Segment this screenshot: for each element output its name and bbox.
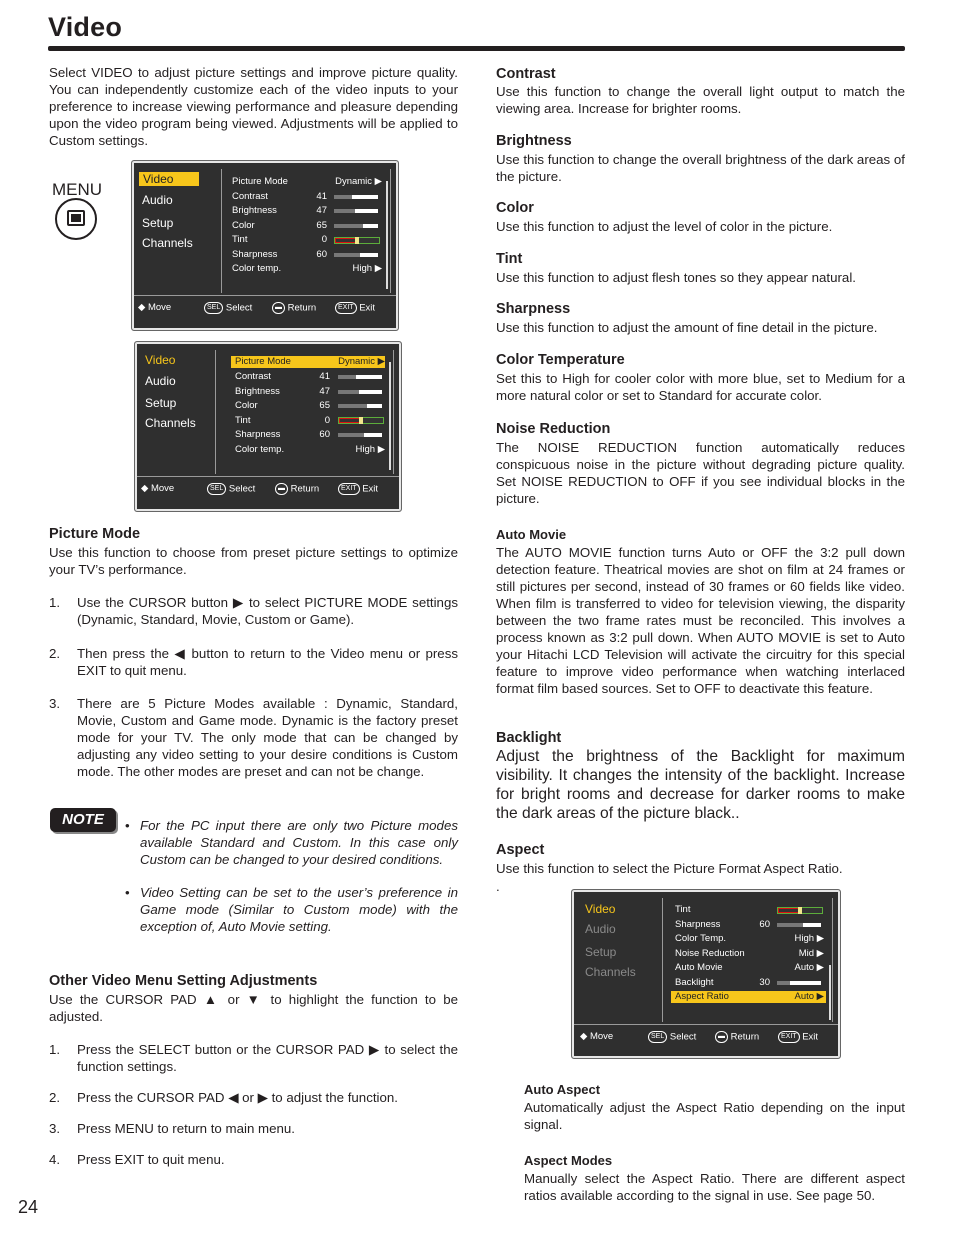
title-rule — [48, 46, 905, 51]
section-heading-brightness: Brightness — [496, 133, 572, 149]
menu-button-icon — [55, 198, 97, 240]
exit-button-icon: EXIT — [338, 483, 360, 495]
osd-footer-select: SEL Select — [207, 483, 255, 495]
osd-footer-divider — [134, 295, 396, 296]
section-heading-aspect-modes: Aspect Modes — [524, 1153, 613, 1168]
osd-level-bar[interactable] — [334, 224, 378, 228]
return-button-icon: ▬ — [715, 1031, 728, 1043]
osd-footer-return: ▬ Return — [272, 302, 316, 314]
osd-menu-channels[interactable]: Channels — [142, 236, 193, 250]
list-item: 1. Press the SELECT button or the CURSOR PAD ▶ to select the function settings. — [49, 1042, 458, 1074]
page-number: 24 — [18, 1197, 39, 1217]
osd-row-label[interactable]: Aspect Ratio — [675, 991, 729, 1002]
brightness-text: Use this function to change the overall brightness of the dark areas of the picture. — [496, 152, 905, 184]
osd-level-bar[interactable] — [777, 923, 821, 927]
osd-level-bar[interactable] — [334, 209, 378, 213]
osd-level-bar[interactable] — [777, 981, 821, 985]
osd-menu-video[interactable]: Video — [139, 172, 199, 186]
osd-tint-bar[interactable] — [334, 237, 380, 244]
section-heading-tint: Tint — [496, 251, 523, 267]
section-heading-aspect: Aspect — [496, 842, 545, 858]
osd-row-value: 30 — [759, 977, 770, 988]
osd-row-label[interactable]: Picture Mode — [232, 176, 288, 187]
bullet-icon: • — [125, 885, 130, 900]
cursor-pad-icon: ◆ — [138, 302, 146, 313]
osd-footer-exit: EXIT Exit — [338, 483, 378, 495]
osd-menu-channels[interactable]: Channels — [585, 965, 636, 979]
osd-divider — [662, 898, 663, 1022]
tint-text: Use this function to adjust flesh tones so they appear natural. — [496, 270, 856, 285]
osd-menu-audio[interactable]: Audio — [145, 374, 176, 388]
list-item: 4. Press EXIT to quit menu. — [49, 1152, 225, 1167]
section-heading-contrast: Contrast — [496, 66, 556, 82]
sharpness-text: Use this function to adjust the amount of fine detail in the picture. — [496, 320, 878, 335]
osd-row-label[interactable]: Contrast — [235, 371, 271, 382]
osd-row-label[interactable]: Brightness — [235, 386, 280, 397]
osd-level-bar[interactable] — [338, 375, 382, 379]
menu-button-label: MENU — [52, 180, 103, 199]
contrast-text: Use this function to change the overall light output to match the viewing area. Increase for brighter rooms. — [496, 84, 905, 116]
aspect-modes-text: Manually select the Aspect Ratio. There are different aspect ratios available according to the signal in use. See page 50. — [524, 1171, 905, 1203]
osd-row-value: Auto ▶ — [794, 991, 824, 1002]
exit-button-icon: EXIT — [335, 302, 357, 314]
osd-scrollbar[interactable] — [829, 965, 831, 1020]
osd-footer-exit: EXIT Exit — [335, 302, 375, 314]
sel-button-icon: SEL — [648, 1031, 667, 1043]
exit-button-icon: EXIT — [778, 1031, 800, 1043]
osd-footer-move: ◆ Move — [580, 1031, 614, 1042]
page-title: Video — [48, 12, 123, 42]
cursor-pad-icon: ◆ — [141, 483, 149, 494]
osd-row-value: 41 — [316, 191, 327, 202]
list-item: 2. Then press the ◀ button to return to the Video menu or press EXIT to quit menu. — [49, 646, 458, 678]
section-heading-other-adjustments: Other Video Menu Setting Adjustments — [49, 973, 318, 989]
osd-menu-setup[interactable]: Setup — [145, 396, 177, 410]
color-temperature-text: Set this to High for cooler color with more blue, set to Medium for a more natural color or set to Standard for accurate color. — [496, 371, 905, 403]
picture-mode-text: Use this function to choose from preset picture settings to optimize your TV’s performance. — [49, 545, 458, 577]
osd-row-value: High ▶ — [352, 263, 382, 274]
osd-row-value: 47 — [316, 205, 327, 216]
osd-row-label[interactable]: Color temp. — [232, 263, 282, 274]
osd-row-value: 60 — [316, 249, 327, 260]
list-number: 2. — [49, 1090, 61, 1105]
osd-row-label[interactable]: Color Temp. — [675, 933, 727, 944]
list-number: 3. — [49, 1121, 61, 1136]
note-item: • Video Setting can be set to the user’s preference in Game mode (Similar to Custom mode) with the exception of, Auto Movie setting. — [125, 885, 458, 934]
section-heading-auto-movie: Auto Movie — [496, 527, 567, 542]
osd-row-label[interactable]: Backlight — [675, 977, 714, 988]
return-button-icon: ▬ — [275, 483, 288, 495]
list-item: 1. Use the CURSOR button ▶ to select PICTURE MODE settings (Dynamic, Standard, Movie, Custom or Game). — [49, 595, 458, 627]
osd-row-value: 41 — [319, 371, 330, 382]
osd-row-label[interactable]: Color — [235, 400, 258, 411]
section-heading-noise-reduction: Noise Reduction — [496, 421, 611, 437]
osd-divider — [215, 350, 216, 474]
intro-paragraph: Select VIDEO to adjust picture settings and improve picture quality. You can independently customize each of the video inputs to your preference to increase viewing performance and pleasure depending upon the video program being viewed. Adjustments will be applied to Custom settings. — [49, 65, 458, 148]
list-number: 1. — [49, 595, 61, 610]
list-item: 3. There are 5 Picture Modes available : Dynamic, Standard, Movie, Custom and Game mode. Dynamic is the factory preset mode for your TV. The only mode that can be changed by adjusting any video setting to your desire conditions is Custom mode. The other modes are preset and can not be change. — [49, 696, 458, 779]
osd-tint-bar[interactable] — [338, 417, 384, 424]
list-number: 4. — [49, 1152, 61, 1167]
osd-menu-setup[interactable]: Setup — [585, 945, 617, 959]
osd-footer-move: ◆ Move — [138, 302, 172, 313]
osd-level-bar[interactable] — [334, 253, 378, 257]
osd-scrollbar[interactable] — [389, 362, 391, 470]
list-item: 2. Press the CURSOR PAD ◀ or ▶ to adjust the function. — [49, 1090, 398, 1105]
list-number: 2. — [49, 646, 61, 661]
osd-footer-return: ▬ Return — [715, 1031, 759, 1043]
cursor-pad-icon: ◆ — [580, 1031, 588, 1042]
osd-row-label[interactable]: Color — [232, 220, 255, 231]
section-heading-backlight: Backlight — [496, 730, 562, 746]
osd-row-value: 65 — [316, 220, 327, 231]
osd-footer-exit: EXIT Exit — [778, 1031, 818, 1043]
list-number: 1. — [49, 1042, 61, 1057]
osd-row-value: 47 — [319, 386, 330, 397]
osd-level-bar[interactable] — [338, 433, 382, 437]
osd-row-value: High ▶ — [355, 444, 385, 455]
osd-row-value: 0 — [321, 234, 327, 245]
noise-reduction-text: The NOISE REDUCTION function automatically reduces conspicuous noise in the picture without degrading picture quality. Set NOISE REDUCTION to OFF if you see individual blocks in the picture. — [496, 440, 905, 506]
osd-row-label[interactable]: Tint — [235, 415, 251, 426]
osd-footer-return: ▬ Return — [275, 483, 319, 495]
auto-aspect-text: Automatically adjust the Aspect Ratio depending on the input signal. — [524, 1100, 905, 1132]
aspect-text: Use this function to select the Picture Format Aspect Ratio. — [496, 861, 843, 876]
osd-row-value: Auto ▶ — [794, 962, 824, 973]
osd-footer-divider — [574, 1024, 838, 1025]
osd-level-bar[interactable] — [334, 195, 378, 199]
osd-row-value: 0 — [324, 415, 330, 426]
bullet-icon: • — [125, 818, 130, 833]
sel-button-icon: SEL — [204, 302, 223, 314]
osd-footer-divider — [137, 476, 399, 477]
osd-footer-move: ◆ Move — [141, 483, 175, 494]
osd-row-value: High ▶ — [794, 933, 824, 944]
osd-row-value: 60 — [319, 429, 330, 440]
osd-tint-bar[interactable] — [777, 907, 823, 914]
osd-footer-select: SEL Select — [648, 1031, 696, 1043]
osd-row-label[interactable]: Tint — [232, 234, 248, 245]
osd-row-label[interactable]: Noise Reduction — [675, 948, 745, 959]
section-heading-color-temperature: Color Temperature — [496, 352, 625, 368]
note-badge: NOTE — [50, 808, 116, 832]
osd-footer-select: SEL Select — [204, 302, 252, 314]
osd-menu-channels[interactable]: Channels — [145, 416, 196, 430]
osd-divider — [393, 350, 394, 474]
osd-menu-setup[interactable]: Setup — [142, 216, 174, 230]
list-item: 3. Press MENU to return to main menu. — [49, 1121, 295, 1136]
osd-screen-picture-mode — [134, 341, 402, 512]
color-text: Use this function to adjust the level of color in the picture. — [496, 219, 833, 234]
osd-row-label[interactable]: Picture Mode — [235, 356, 291, 367]
osd-row-label[interactable]: Auto Movie — [675, 962, 723, 973]
osd-screen-aspect — [571, 889, 841, 1059]
backlight-text: Adjust the brightness of the Backlight for maximum visibility. It changes the intensity of the backlight. Increase for bright rooms and decrease for darker rooms to make the dark areas of the picture black.. — [496, 748, 905, 822]
note-item: • For the PC input there are only two Picture modes available Standard and Custom. In this case only Custom can be changed to your desired conditions. — [125, 818, 458, 867]
auto-movie-text: The AUTO MOVIE function turns Auto or OFF the 3:2 pull down detection feature. Theatrical movies are shot on film at 24 frames or still pictures per second, instead of 30 frames or 60 fields like video. When film is transferred to video for television viewing, the disparity between the two frame rates must be reconciled. This involves a process known as 3:2 pull down. When AUTO MOVIE is set to Auto your Hitachi LCD Television will activate the circuitry for this special feature to improve video performance when watching interlaced format film based sources. Set to OFF to deactivate this feature. — [496, 545, 905, 696]
osd-row-label[interactable]: Brightness — [232, 205, 277, 216]
sel-button-icon: SEL — [207, 483, 226, 495]
return-button-icon: ▬ — [272, 302, 285, 314]
osd-divider — [221, 169, 222, 293]
osd-row-label[interactable]: Contrast — [232, 191, 268, 202]
list-number: 3. — [49, 696, 61, 711]
osd-menu-video[interactable]: Video — [145, 353, 176, 367]
osd-screen-video-menu — [131, 160, 399, 331]
section-heading-color: Color — [496, 200, 534, 216]
osd-level-bar[interactable] — [338, 390, 382, 394]
osd-row-label[interactable]: Color temp. — [235, 444, 285, 455]
osd-menu-audio[interactable]: Audio — [585, 922, 616, 936]
osd-row-label[interactable]: Sharpness — [232, 249, 278, 260]
osd-divider — [832, 898, 833, 1022]
section-heading-sharpness: Sharpness — [496, 301, 571, 317]
osd-row-label[interactable]: Tint — [675, 904, 691, 915]
osd-menu-audio[interactable]: Audio — [142, 193, 173, 207]
osd-row-value: Dynamic ▶ — [338, 356, 385, 367]
osd-row-label[interactable]: Sharpness — [675, 919, 721, 930]
osd-divider — [390, 169, 391, 293]
osd-row-value: 65 — [319, 400, 330, 411]
other-adjustments-text: Use the CURSOR PAD ▲ or ▼ to highlight the function to be adjusted. — [49, 992, 458, 1024]
osd-row-value: 60 — [759, 919, 770, 930]
aspect-dot: . — [496, 879, 500, 894]
osd-menu-video[interactable]: Video — [585, 902, 616, 916]
osd-scrollbar[interactable] — [386, 181, 388, 289]
osd-row-value: Dynamic ▶ — [335, 176, 382, 187]
osd-row-value: Mid ▶ — [798, 948, 824, 959]
osd-row-label[interactable]: Sharpness — [235, 429, 281, 440]
section-heading-auto-aspect: Auto Aspect — [524, 1082, 601, 1097]
osd-level-bar[interactable] — [338, 404, 382, 408]
section-heading-picture-mode: Picture Mode — [49, 526, 141, 542]
